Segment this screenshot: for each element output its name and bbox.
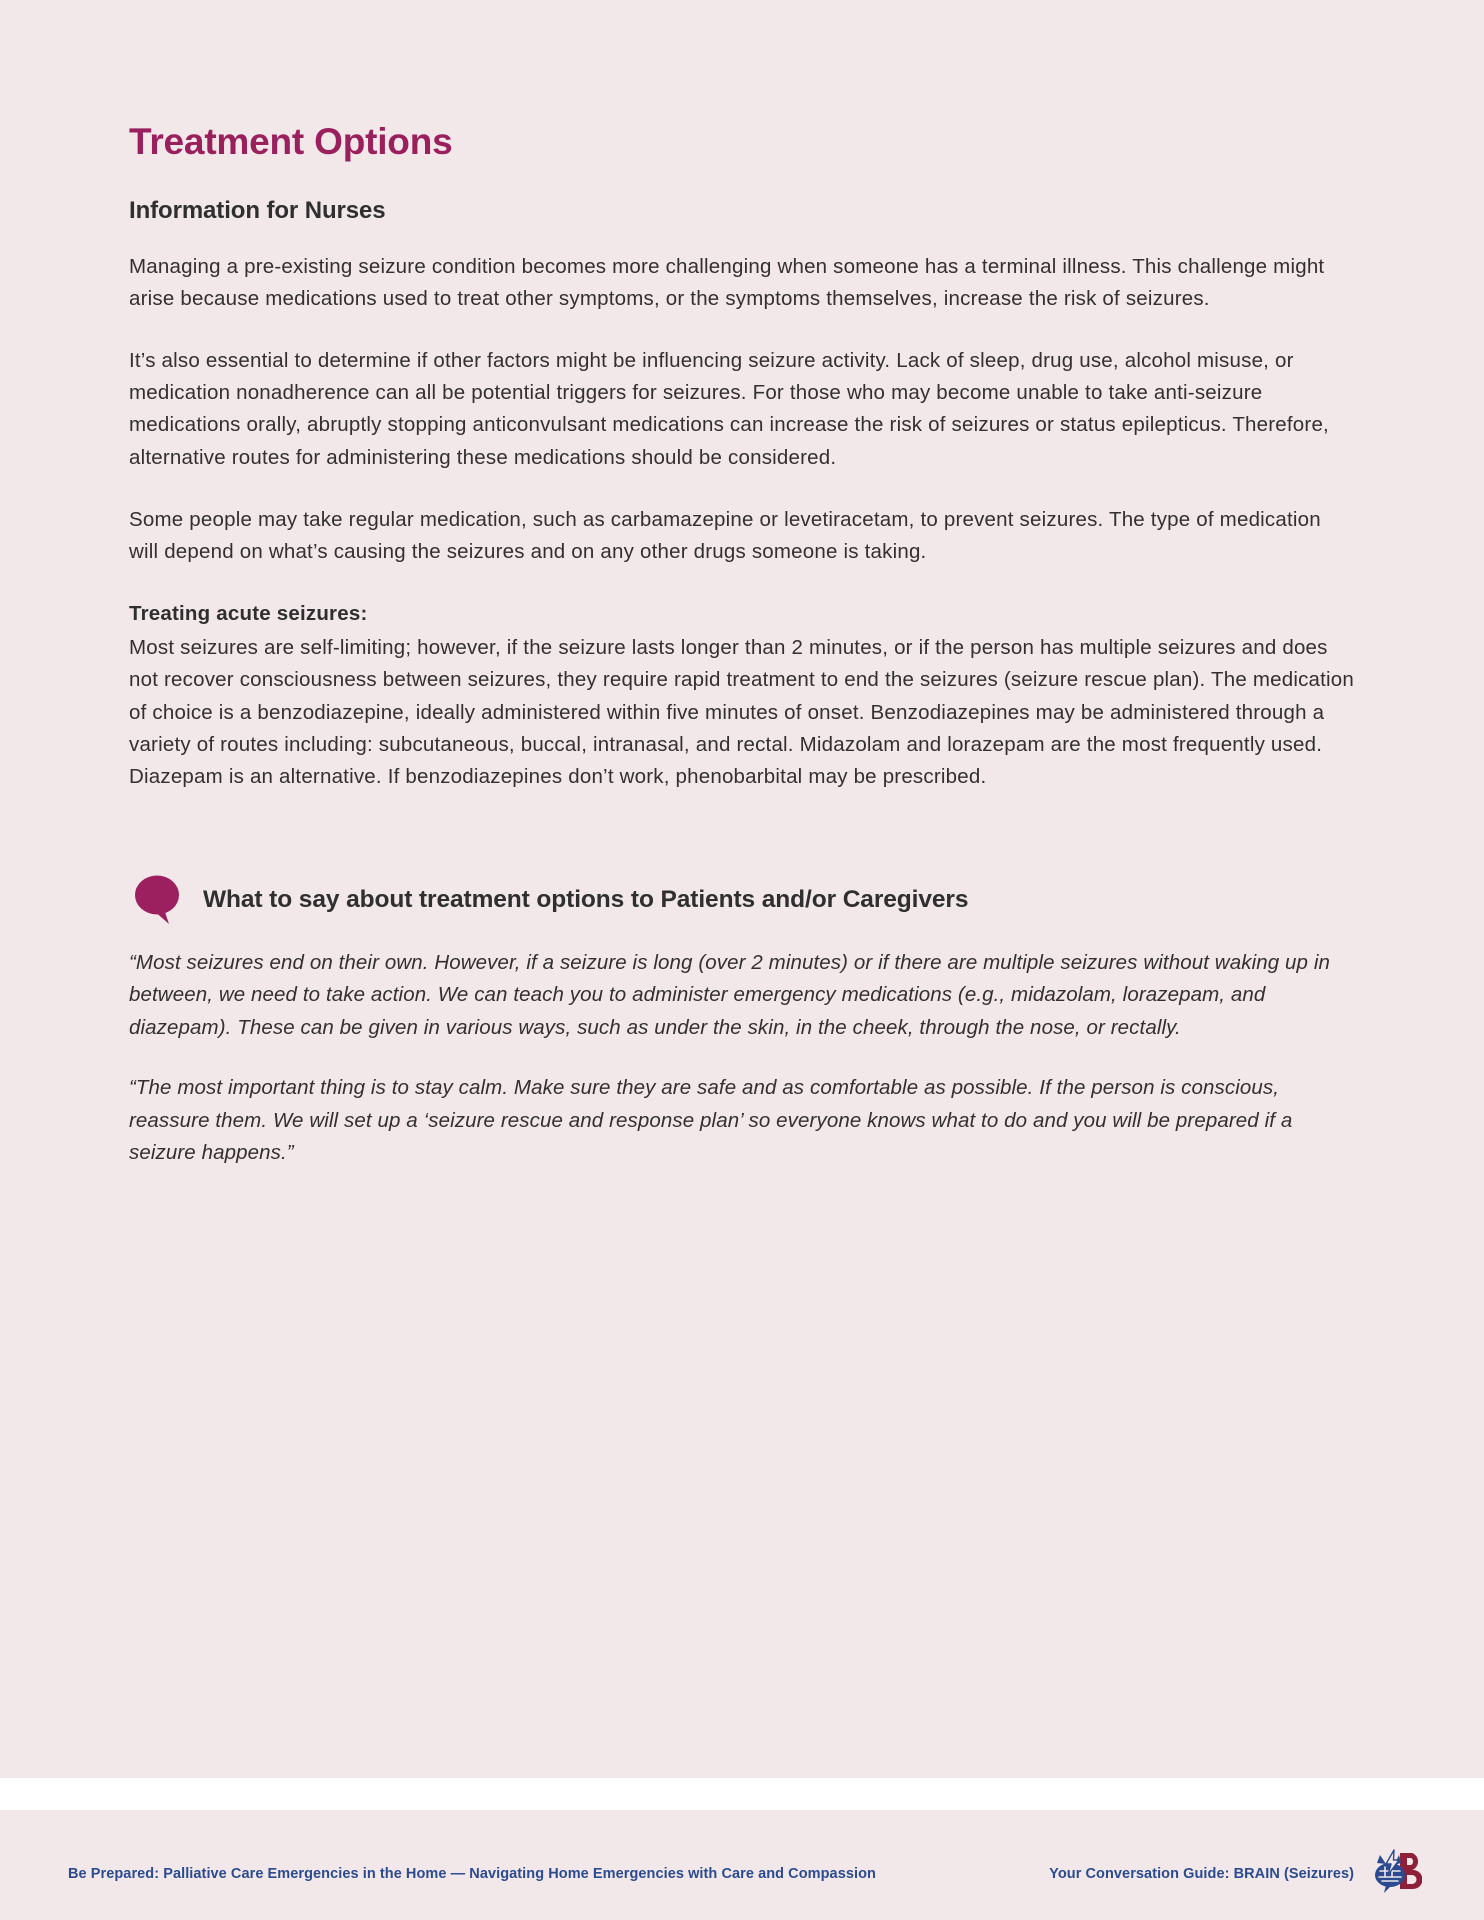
what-to-say-heading-row — [129, 875, 1354, 925]
speech-bubble-icon — [133, 875, 185, 925]
treating-acute-seizures-paragraph: Most seizures are self-limiting; however, if the seizure lasts longer than 2 minutes, or if the person has multiple seizures and does not recover consciousness between seizures, they require rapid treatment to end the seizures (seizure rescue plan). The medication of choice is a benzodiazepine, ideally administered within five minutes of onset. Benzodiazepines may be administered through a variety of routes including: subcutaneous, buccal, intranasal, and rectal. Midazolam and lorazepam are the most frequently used. Diazepam is an alternative. If benzodiazepines don’t work, phenobarbital may be prescribed. — [129, 636, 1355, 788]
treating-acute-seizures-lead-in: Treating acute seizures: — [129, 602, 368, 626]
footer-right-text: Your Conversation Guide: BRAIN (Seizures) — [1049, 1866, 1354, 1882]
page-title: Treatment Options — [129, 121, 453, 162]
nurses-paragraph-3: Some people may take regular medication, such as carbamazepine or levetiracetam, to prevent seizures. The type of medication will depend on what’s causing the seizures and on any other drugs someone is taking. — [129, 507, 1321, 563]
patient-quote-2: “The most important thing is to stay calm. Make sure they are safe and as comfortable as possible. If the person is conscious, reassure them. We will set up a ‘seizure rescue and response plan’ so everyone knows what to do and you will be prepared if a seizure happens.” — [129, 1076, 1293, 1164]
information-for-nurses-heading: Information for Nurses — [129, 196, 386, 224]
brain-lightning-b-logo — [1370, 1847, 1422, 1895]
footer-inner — [68, 1850, 1422, 1898]
what-to-say-section — [129, 875, 1354, 1169]
footer-left-text: Be Prepared: Palliative Care Emergencies in the Home — Navigating Home Emergencies with Care and Compassion — [68, 1866, 876, 1882]
patient-quote-1: “Most seizures end on their own. However, if a seizure is long (over 2 minutes) or if there are multiple seizures without waking up in between, we need to take action. We can teach you to administer emergency medications (e.g., midazolam, lorazepam, and diazepam). These can be given in various ways, such as under the skin, in the cheek, through the nose, or rectally. — [129, 951, 1330, 1039]
content-column — [129, 122, 1354, 1169]
page-footer — [0, 1810, 1484, 1920]
nurses-paragraph-2: It’s also essential to determine if other factors might be influencing seizure activity. Lack of sleep, drug use, alcohol misuse, or medication nonadherence can all be potential triggers for seizures. For those who may become unable to take anti-seizure medications orally, abruptly stopping anticonvulsant medications can increase the risk of seizures or status epilepticus. Therefore, alternative routes for administering these medications should be considered. — [129, 349, 1329, 469]
nurses-paragraph-1: Managing a pre-existing seizure condition becomes more challenging when someone has a terminal illness. This challenge might arise because medications used to treat other symptoms, or the symptoms themselves, increase the risk of seizures. — [129, 254, 1325, 310]
footer-right-group — [1049, 1850, 1422, 1898]
treating-acute-seizures-block — [129, 598, 1354, 793]
page-white-band — [0, 1778, 1484, 1810]
what-to-say-heading: What to say about treatment options to Patients and/or Caregivers — [203, 886, 969, 914]
